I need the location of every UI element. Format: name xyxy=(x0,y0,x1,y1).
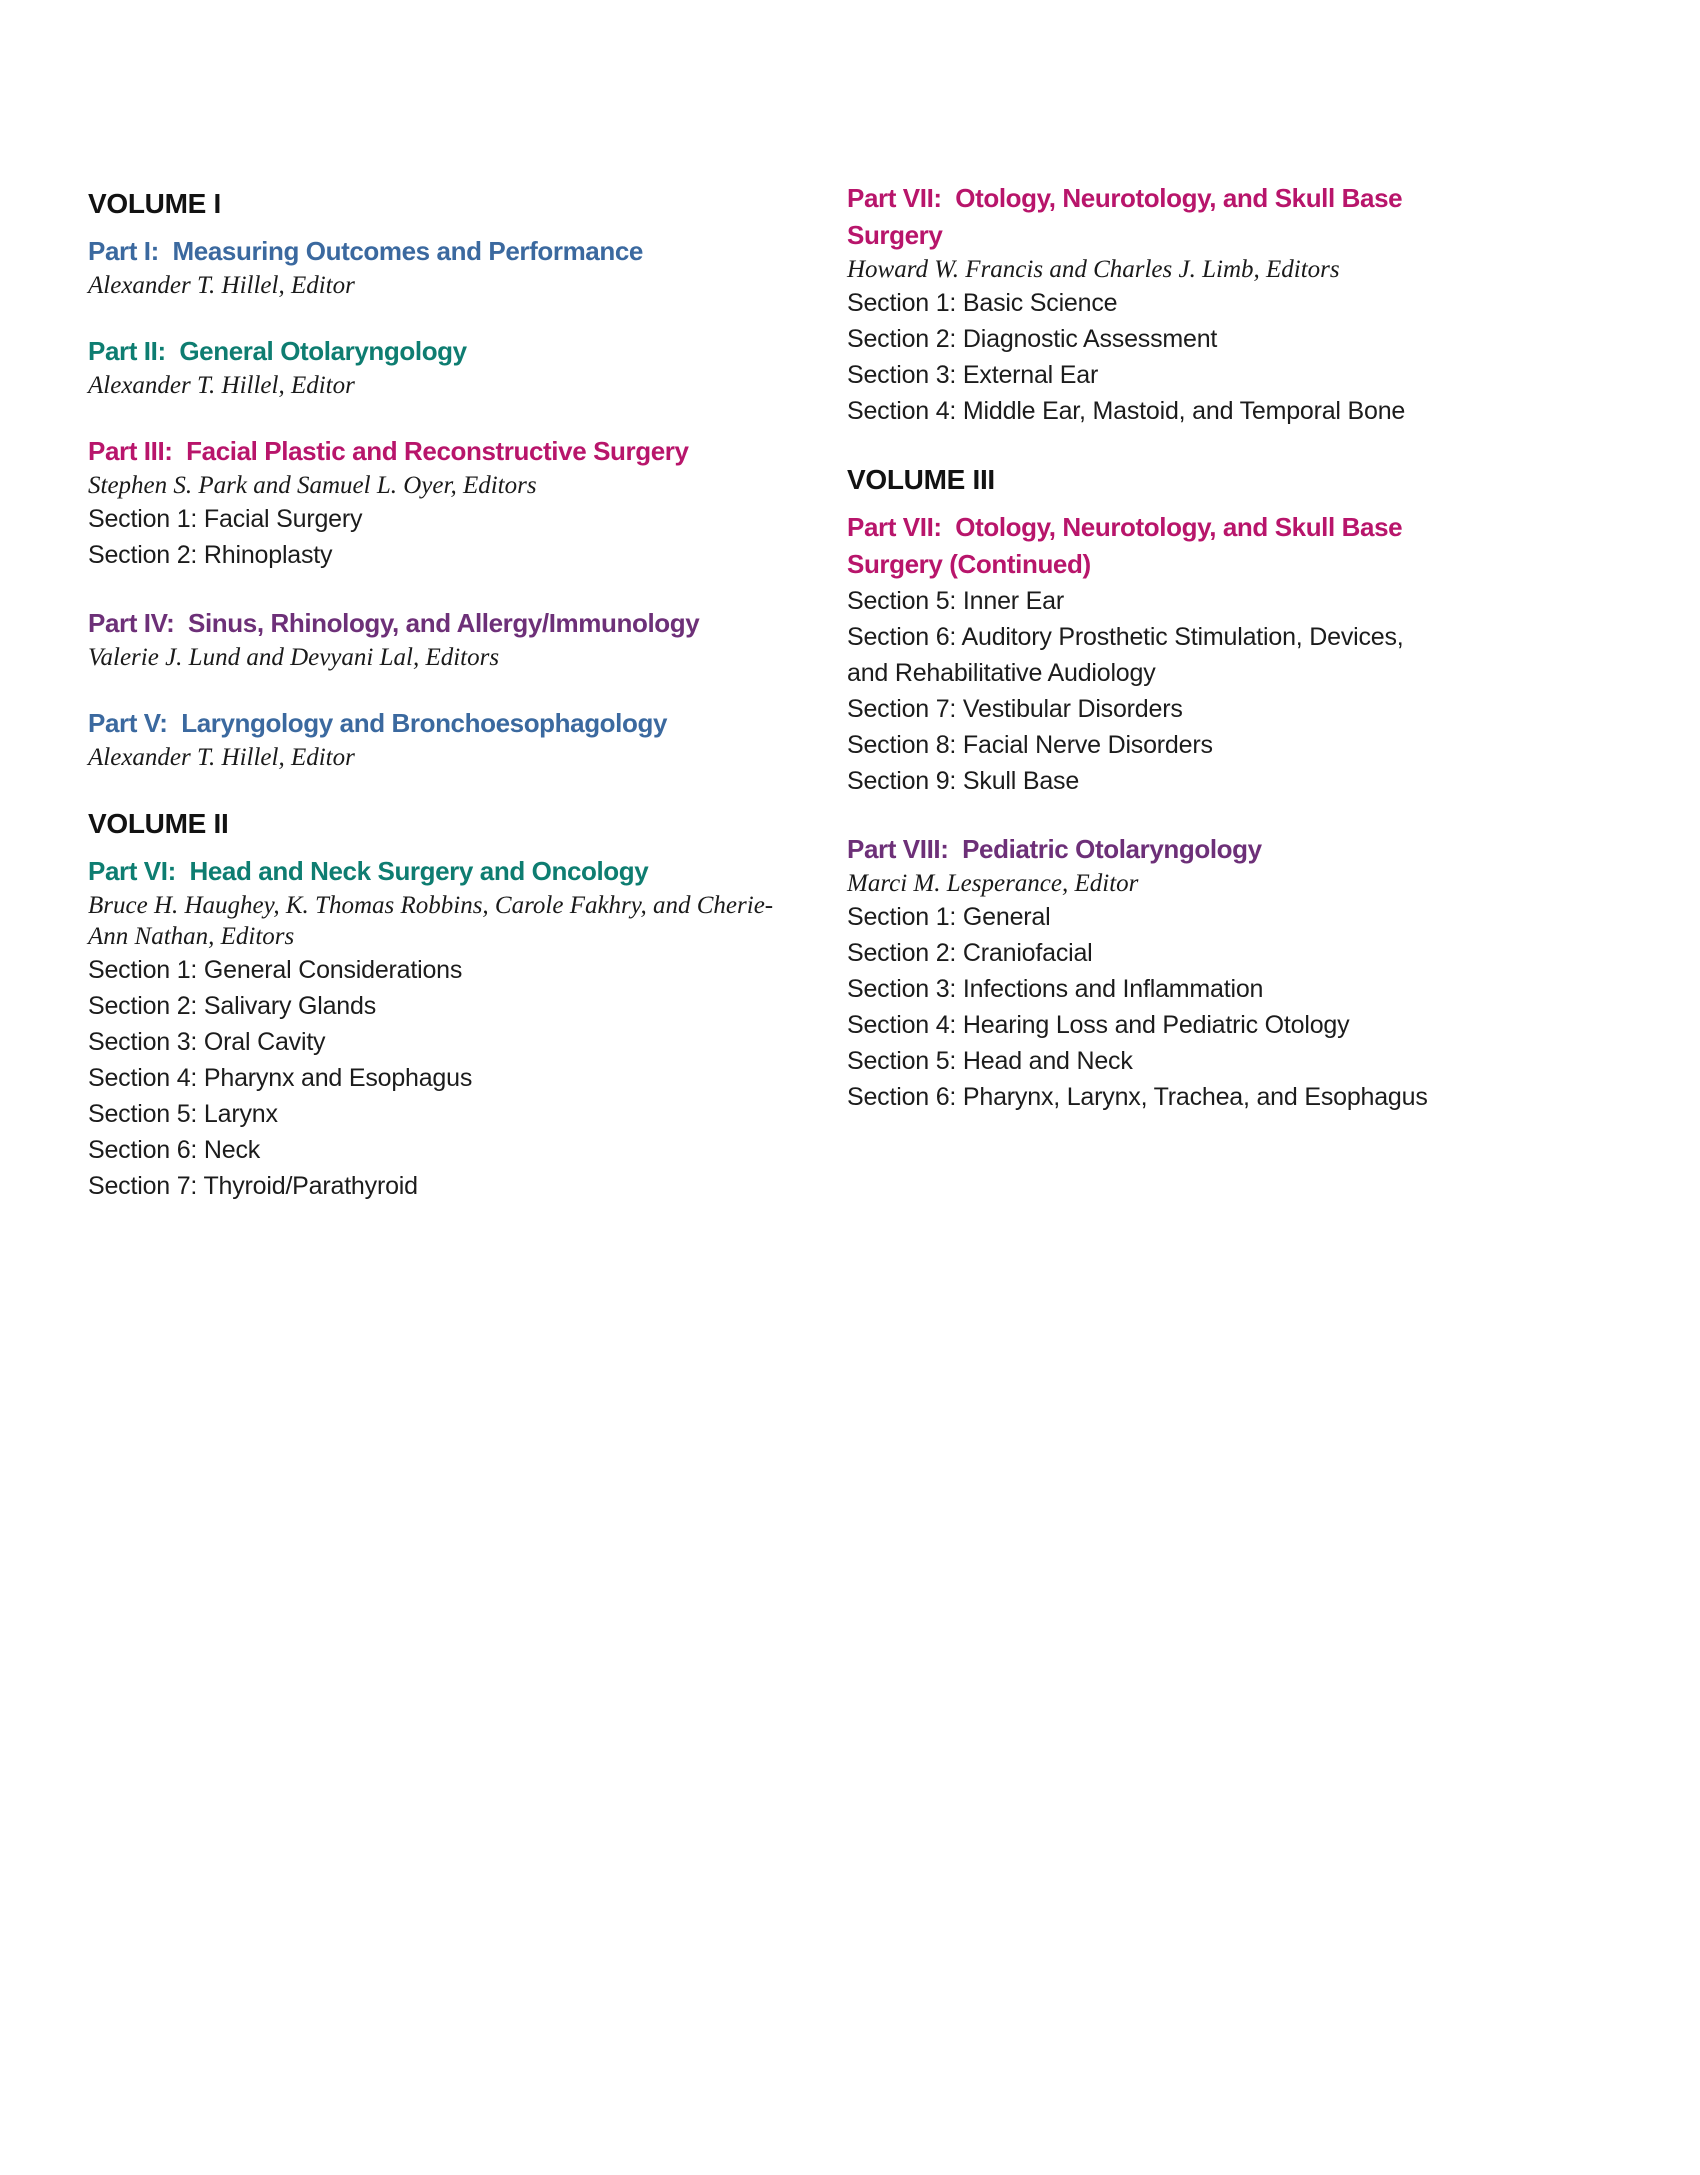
section-line: Section 5: Inner Ear xyxy=(847,587,1064,615)
part-block xyxy=(847,180,1527,429)
part-block xyxy=(847,509,1527,799)
section-line: Section 5: Head and Neck xyxy=(847,1047,1133,1075)
part-block xyxy=(847,831,1527,1115)
part-block xyxy=(88,853,828,1204)
volume-heading: VOLUME II xyxy=(88,808,229,839)
section-line: Section 7: Vestibular Disorders xyxy=(847,695,1183,723)
section-line: Section 6: Pharynx, Larynx, Trachea, and Esophagus xyxy=(847,1083,1428,1111)
editors-line: Alexander T. Hillel, Editor xyxy=(88,744,355,771)
editors-line: Alexander T. Hillel, Editor xyxy=(88,272,355,299)
part-block xyxy=(88,433,828,573)
section-line: Section 4: Middle Ear, Mastoid, and Temporal Bone xyxy=(847,397,1406,425)
editors-line: Stephen S. Park and Samuel L. Oyer, Editors xyxy=(88,472,537,499)
section-line: Section 1: Basic Science xyxy=(847,289,1118,317)
section-line: Section 7: Thyroid/Parathyroid xyxy=(88,1172,418,1200)
section-line: Section 3: Infections and Inflammation xyxy=(847,975,1264,1003)
part-heading: Part VII: Otology, Neurotology, and Skull Base xyxy=(847,183,1403,213)
part-heading: Part I: Measuring Outcomes and Performance xyxy=(88,236,643,266)
editors-line: Ann Nathan, Editors xyxy=(88,923,295,950)
section-line: Section 4: Hearing Loss and Pediatric Otology xyxy=(847,1011,1350,1039)
section-line: Section 2: Salivary Glands xyxy=(88,992,377,1020)
section-line: Section 1: Facial Surgery xyxy=(88,505,363,533)
editors-line: Bruce H. Haughey, K. Thomas Robbins, Carole Fakhry, and Cherie- xyxy=(88,892,774,919)
section-line: Section 3: External Ear xyxy=(847,361,1099,389)
section-line: Section 9: Skull Base xyxy=(847,767,1080,795)
section-line: Section 1: General Considerations xyxy=(88,956,463,984)
volume-heading: VOLUME I xyxy=(88,188,221,219)
part-block xyxy=(88,605,828,673)
section-line: and Rehabilitative Audiology xyxy=(847,659,1156,687)
section-line: Section 2: Craniofacial xyxy=(847,939,1093,967)
part-heading: Part IV: Sinus, Rhinology, and Allergy/Immunology xyxy=(88,608,700,638)
part-heading: Part VII: Otology, Neurotology, and Skull Base xyxy=(847,512,1403,542)
part-heading: Surgery (Continued) xyxy=(847,549,1091,579)
editors-line: Howard W. Francis and Charles J. Limb, Editors xyxy=(847,256,1340,283)
section-line: Section 8: Facial Nerve Disorders xyxy=(847,731,1213,759)
editors-line: Marci M. Lesperance, Editor xyxy=(847,870,1139,897)
part-heading: Surgery xyxy=(847,220,943,250)
editors-line: Valerie J. Lund and Devyani Lal, Editors xyxy=(88,644,500,671)
section-line: Section 1: General xyxy=(847,903,1051,931)
part-block xyxy=(88,705,828,773)
section-line: Section 2: Diagnostic Assessment xyxy=(847,325,1218,353)
part-heading: Part VI: Head and Neck Surgery and Oncology xyxy=(88,856,649,886)
editors-line: Alexander T. Hillel, Editor xyxy=(88,372,355,399)
part-heading: Part VIII: Pediatric Otolaryngology xyxy=(847,834,1262,864)
part-block xyxy=(88,233,828,301)
volume-heading: VOLUME III xyxy=(847,464,995,495)
section-line: Section 4: Pharynx and Esophagus xyxy=(88,1064,473,1092)
part-block xyxy=(88,333,828,401)
contents-column-right xyxy=(847,180,1527,1147)
section-line: Section 2: Rhinoplasty xyxy=(88,541,333,569)
section-line: Section 5: Larynx xyxy=(88,1100,278,1128)
part-heading: Part III: Facial Plastic and Reconstructive Surgery xyxy=(88,436,689,466)
section-line: Section 6: Auditory Prosthetic Stimulation, Devices, xyxy=(847,623,1404,651)
section-line: Section 6: Neck xyxy=(88,1136,261,1164)
contents-column-left xyxy=(88,185,828,1236)
part-heading: Part II: General Otolaryngology xyxy=(88,336,467,366)
section-line: Section 3: Oral Cavity xyxy=(88,1028,326,1056)
part-heading: Part V: Laryngology and Bronchoesophagology xyxy=(88,708,668,738)
